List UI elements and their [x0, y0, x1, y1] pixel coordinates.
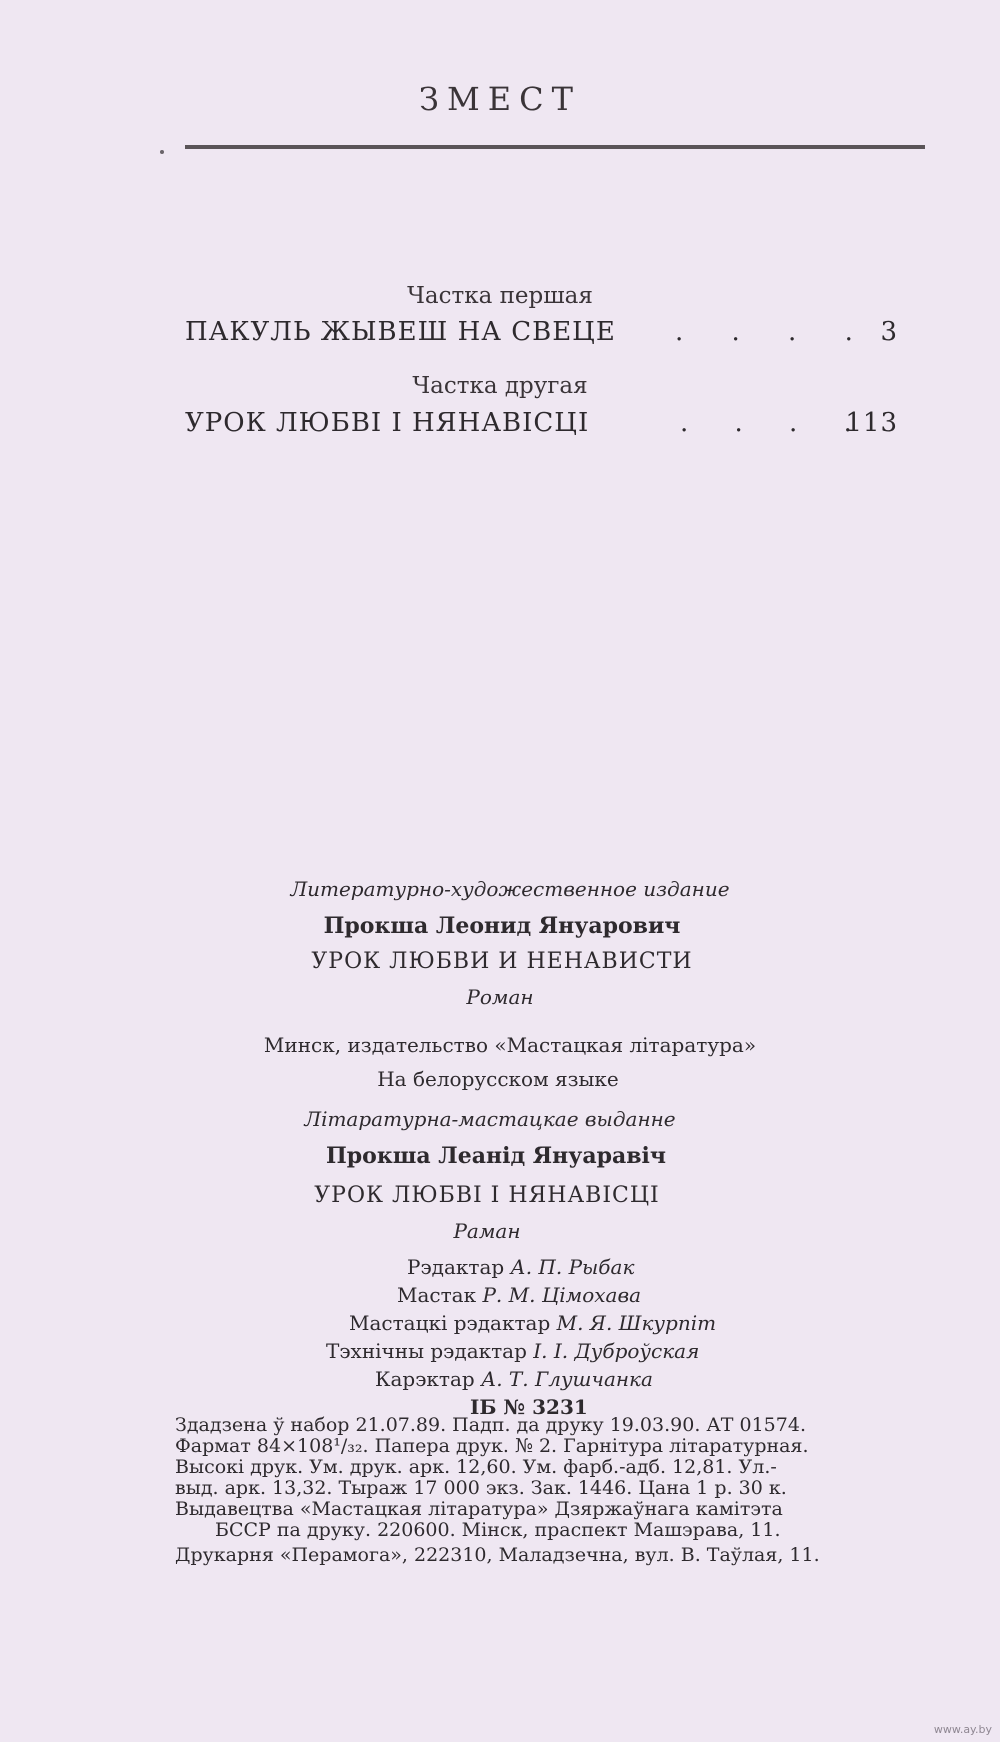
toc-leader-dots: . . . . — [675, 317, 853, 347]
pub-line: Здадзена ў набор 21.07.89. Падп. да друку 19.03.90. АТ 01574. — [175, 1414, 806, 1436]
language-note: На белорусском языке — [377, 1067, 619, 1091]
toc-leader-dots: . . . . — [680, 408, 852, 438]
imprint-block — [0, 877, 1000, 1255]
toc-part-1-label: Частка першая — [407, 283, 593, 309]
publisher-ru: Минск, издательство «Мастацкая літаратура» — [263, 1033, 757, 1057]
credit-editor: Рэдактар А. П. Рыбак — [407, 1255, 635, 1279]
credit-proofreader: Карэктар А. Т. Глушчанка — [375, 1367, 653, 1391]
toc-page-number: 3 — [880, 317, 898, 347]
pub-line: Выдавецтва «Мастацкая літаратура» Дзяржаўнага камітэта — [175, 1498, 783, 1520]
book-title-by: УРОК ЛЮБВІ І НЯНАВІСЦІ — [314, 1183, 660, 1208]
toc-entry-title: ПАКУЛЬ ЖЫВЕШ НА СВЕЦЕ — [185, 317, 616, 347]
title-rule — [185, 145, 925, 149]
pub-line: Высокі друк. Ум. друк. арк. 12,60. Ум. фарб.-адб. 12,81. Ул.- — [175, 1456, 777, 1478]
book-title-ru: УРОК ЛЮБВИ И НЕНАВИСТИ — [311, 949, 693, 974]
toc-entry-2[interactable] — [185, 408, 898, 444]
edition-type-ru: Литературно-художественное издание — [290, 877, 730, 901]
print-dot — [160, 150, 164, 154]
ib-number: ІБ № 3231 — [470, 1395, 588, 1419]
author-ru: Прокша Леонид Януарович — [323, 913, 681, 939]
pub-line: Друкарня «Перамога», 222310, Маладзечна, вул. В. Таўлая, 11. — [175, 1544, 820, 1566]
credit-art-editor: Мастацкі рэдактар М. Я. Шкурпіт — [349, 1311, 717, 1335]
pub-line: БССР па друку. 220600. Мінск, праспект Машэрава, 11. — [215, 1519, 781, 1541]
toc-part-2-label: Частка другая — [412, 373, 588, 399]
genre-ru: Роман — [466, 985, 534, 1009]
pub-line: выд. арк. 13,32. Тыраж 17 000 экз. Зак. 1446. Цана 1 р. 30 к. — [175, 1477, 787, 1499]
pub-line: Фармат 84×108¹/₃₂. Папера друк. № 2. Гарнітура літаратурная. — [175, 1435, 809, 1457]
toc-entry-title: УРОК ЛЮБВІ І НЯНАВІСЦІ — [185, 408, 590, 438]
publication-details — [175, 1415, 910, 1566]
credit-tech-editor: Тэхнічны рэдактар І. І. Дуброўская — [326, 1339, 700, 1363]
toc-entry-1[interactable] — [185, 317, 898, 353]
credit-artist: Мастак Р. М. Цімохава — [397, 1283, 642, 1307]
genre-by: Раман — [453, 1219, 521, 1243]
toc-page-number: 113 — [845, 408, 898, 438]
watermark-text: www.ay.by — [933, 1723, 992, 1736]
edition-type-by: Літаратурна-мастацкае выданне — [304, 1107, 676, 1131]
author-by: Прокша Леанід Януаравіч — [326, 1143, 666, 1169]
contents-title: ЗМЕСТ — [419, 80, 581, 118]
